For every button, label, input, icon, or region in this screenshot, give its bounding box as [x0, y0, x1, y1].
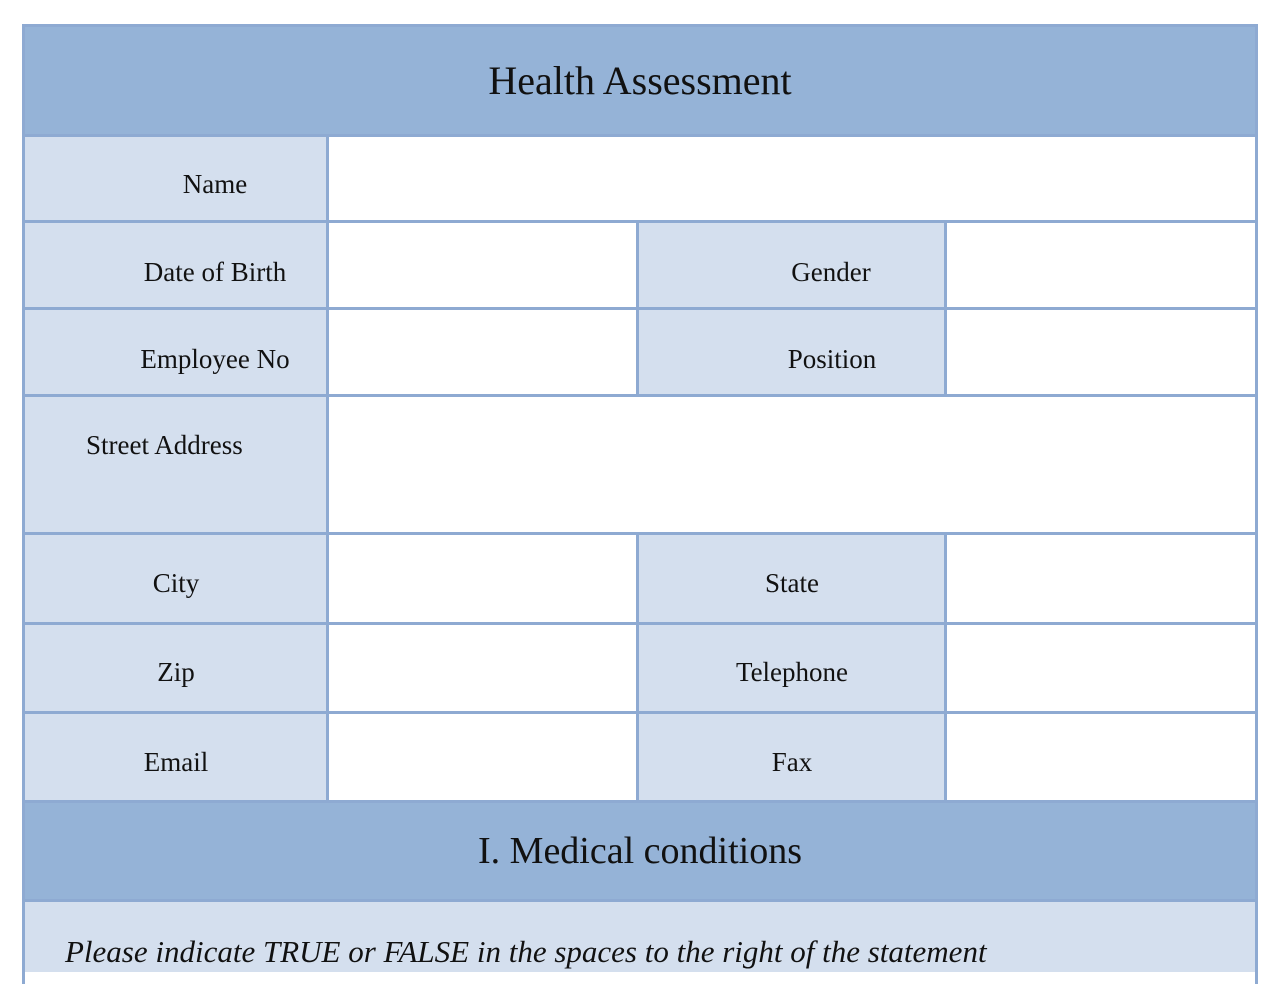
- fax-label-cell: [639, 714, 944, 800]
- state-label-cell: [639, 535, 944, 622]
- divider: [25, 307, 1255, 310]
- city-field[interactable]: [329, 535, 636, 622]
- telephone-label: Telephone: [735, 657, 849, 687]
- divider: [25, 622, 1255, 625]
- city-label: City: [152, 568, 200, 598]
- street-label: Street Address: [86, 430, 243, 460]
- dob-label: Date of Birth: [143, 257, 287, 287]
- divider: [25, 899, 1255, 902]
- divider: [25, 532, 1255, 535]
- section-1-header: [25, 803, 1255, 899]
- section-1-instruction: Please indicate TRUE or FALSE in the spaces to the right of the statement: [65, 934, 987, 969]
- city-label-cell: [25, 535, 326, 622]
- fax-label: Fax: [771, 747, 813, 777]
- gender-label-cell: [639, 223, 944, 307]
- divider: [25, 394, 1255, 397]
- telephone-label-cell: [639, 625, 944, 711]
- form-title: Health Assessment: [488, 58, 792, 103]
- employee-no-label-cell: [25, 310, 326, 394]
- section-1-instruction-cell: [25, 902, 1255, 972]
- state-label: State: [765, 568, 819, 598]
- email-label-cell: [25, 714, 326, 800]
- divider: [25, 800, 1255, 803]
- gender-field[interactable]: [947, 223, 1255, 307]
- position-field[interactable]: [947, 310, 1255, 394]
- state-field[interactable]: [947, 535, 1255, 622]
- divider: [326, 137, 329, 800]
- section-1-title: I. Medical conditions: [478, 830, 802, 872]
- name-label: Name: [182, 169, 248, 199]
- name-field[interactable]: [329, 137, 1255, 220]
- name-label-cell: [25, 137, 326, 220]
- position-label: Position: [787, 344, 877, 374]
- dob-label-cell: [25, 223, 326, 307]
- divider: [636, 535, 639, 800]
- divider: [944, 535, 947, 800]
- email-label: Email: [143, 747, 209, 777]
- divider: [25, 134, 1255, 137]
- telephone-field[interactable]: [947, 625, 1255, 711]
- position-label-cell: [639, 310, 944, 394]
- employee-no-label: Employee No: [140, 344, 290, 374]
- fax-field[interactable]: [947, 714, 1255, 800]
- street-field[interactable]: [329, 397, 1255, 532]
- zip-label-cell: [25, 625, 326, 711]
- email-field[interactable]: [329, 714, 636, 800]
- divider: [25, 220, 1255, 223]
- health-assessment-form: [22, 24, 1258, 984]
- street-label-cell: [25, 397, 326, 532]
- form-header: [25, 27, 1255, 134]
- divider: [636, 223, 639, 394]
- zip-label: Zip: [157, 657, 195, 687]
- divider: [25, 711, 1255, 714]
- employee-no-field[interactable]: [329, 310, 636, 394]
- gender-label: Gender: [791, 257, 871, 287]
- zip-field[interactable]: [329, 625, 636, 711]
- divider: [944, 223, 947, 394]
- dob-field[interactable]: [329, 223, 636, 307]
